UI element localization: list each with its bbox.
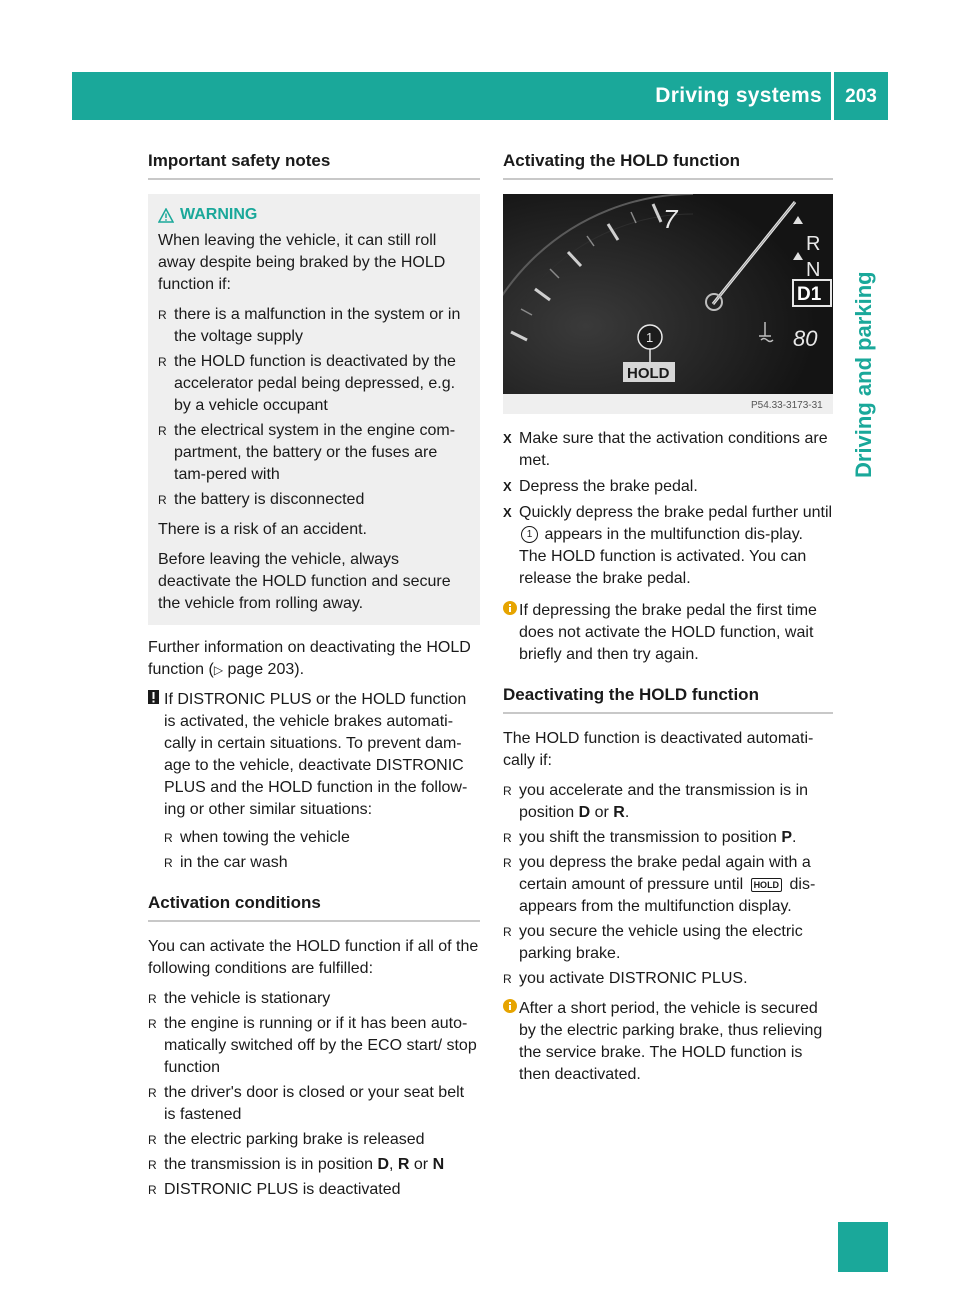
step-item: X Depress the brake pedal. (503, 476, 833, 498)
svg-text:D1: D1 (797, 284, 822, 305)
section-title: Driving systems (655, 84, 822, 107)
deactivating-bullets (503, 780, 833, 990)
warning-bullets (158, 304, 470, 511)
deactivating-intro: The HOLD function is deactivated automati-cally if: (503, 730, 814, 769)
info-icon (503, 998, 517, 1020)
deactivating-heading: Deactivating the HOLD function (503, 684, 833, 714)
caution-note: If DISTRONIC PLUS or the HOLD function is activated, the vehicle brakes automati-cally in certain situations. To prevent dam-age to the vehicle, deactivate DISTRONIC PLUS and the HOLD function in the follow-ing or other similar situations: R when towing the vehicle R in the car wash (148, 689, 480, 874)
svg-text:N: N (806, 259, 821, 281)
list-item: R in the car wash (164, 854, 288, 871)
svg-text:P54.33-3173-31: P54.33-3173-31 (751, 400, 823, 411)
activating-heading: Activating the HOLD function (503, 150, 833, 180)
list-item: R the vehicle is stationary (148, 990, 331, 1007)
list-item: R you accelerate and the transmission is in position D or R. (503, 782, 809, 821)
list-item: R you depress the brake pedal again with a certain amount of pressure until HOLD dis-appears from the multifunction display. (503, 854, 816, 915)
activation-conditions-heading: Activation conditions (148, 892, 480, 922)
chapter-tab-label: Driving and parking (851, 271, 876, 478)
page-ref-arrow-icon: ▷ (213, 663, 224, 677)
activation-intro: You can activate the HOLD function if all of the following conditions are fulfilled: (148, 938, 479, 977)
callout-1-icon: 1 (521, 526, 538, 543)
chapter-tab-marker (838, 1222, 888, 1272)
svg-text:HOLD: HOLD (627, 365, 670, 382)
list-item: R the electrical system in the engine com-partment, the battery or the fuses are tam-pered with (158, 422, 456, 483)
list-item: R the engine is running or if it has been auto-matically switched off by the ECO start/ stop function (148, 1015, 477, 1076)
instrument-cluster-image (503, 194, 833, 414)
warning-risk: There is a risk of an accident. (158, 521, 367, 538)
warning-advice: Before leaving the vehicle, always deactivate the HOLD function and secure the vehicle from rolling away. (158, 551, 451, 612)
right-column (503, 150, 833, 1094)
svg-text:80: 80 (793, 326, 818, 351)
list-item: R you shift the transmission to position P. (503, 829, 797, 846)
list-item: R there is a malfunction in the system or in the voltage supply (158, 306, 461, 345)
list-item: R the driver's door is closed or your seat belt is fastened (148, 1084, 465, 1123)
list-item: R the electric parking brake is released (148, 1131, 425, 1148)
warning-box (148, 194, 480, 625)
warning-intro: When leaving the vehicle, it can still roll away despite being braked by the HOLD function if: (158, 232, 446, 293)
speedometer-illustration (503, 194, 833, 414)
warning-triangle-icon (158, 208, 174, 223)
list-item: R the transmission is in position D, R or N (148, 1156, 445, 1173)
step-arrow-icon: X (503, 479, 512, 494)
info-note: After a short period, the vehicle is secured by the electric parking brake, thus relieving the service brake. The HOLD function is then deactivated. (503, 998, 833, 1086)
caution-icon (148, 689, 159, 712)
list-item: R DISTRONIC PLUS is deactivated (148, 1181, 401, 1198)
step-item: X Quickly depress the brake pedal further until 1 appears in the multifunction dis-play. The HOLD function is activated. You can release the brake pedal. (503, 504, 833, 587)
list-item: R you secure the vehicle using the electric parking brake. (503, 923, 803, 962)
page-number: 203 (845, 86, 877, 107)
further-info: Further information on deactivating the HOLD function (▷ page 203). (148, 639, 471, 678)
step-arrow-icon: X (503, 431, 512, 446)
info-icon (503, 600, 517, 622)
step-arrow-icon: X (503, 505, 512, 520)
list-item: R the battery is disconnected (158, 491, 365, 508)
hold-symbol-icon: HOLD (751, 878, 783, 892)
svg-text:R: R (806, 233, 821, 255)
activation-bullets (148, 988, 480, 1201)
svg-text:7: 7 (663, 204, 678, 234)
list-item: R when towing the vehicle (164, 829, 350, 846)
list-item: R you activate DISTRONIC PLUS. (503, 970, 748, 987)
info-note: If depressing the brake pedal the first time does not activate the HOLD function, wait briefly and then try again. (503, 600, 833, 666)
left-column (148, 150, 480, 1209)
step-item: X Make sure that the activation conditions are met. (503, 430, 828, 469)
list-item: R the HOLD function is deactivated by the accelerator pedal being depressed, e.g. by a vehicle occupant (158, 353, 456, 414)
warning-title: WARNING (158, 204, 470, 226)
safety-heading: Important safety notes (148, 150, 480, 180)
svg-text:1: 1 (646, 330, 654, 345)
